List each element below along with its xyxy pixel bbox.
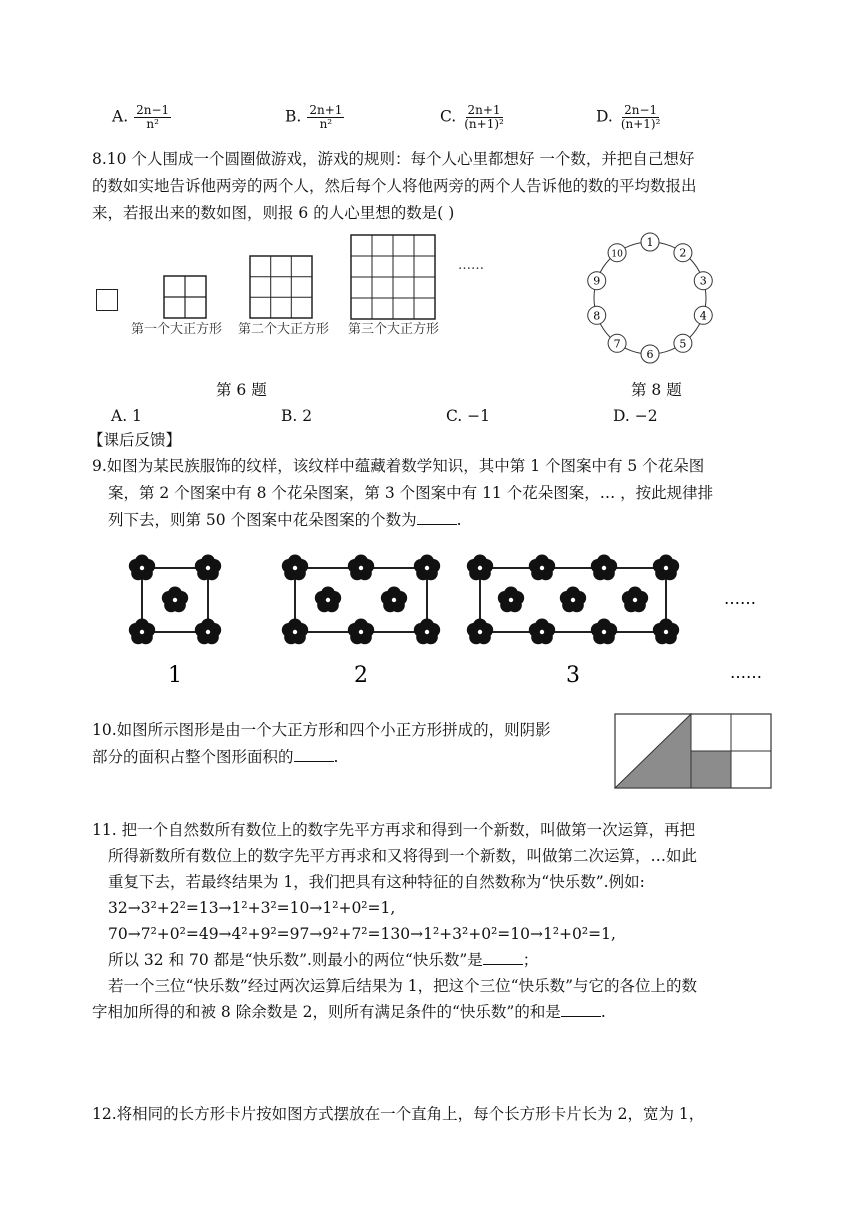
pattern-2-flower [414,555,440,581]
pattern-label-1: 1 [168,663,182,688]
square-2x2 [163,275,207,319]
q8-option-c: C. −1 [446,407,491,425]
q8-option-b: B. 2 [281,407,313,425]
square-4x4 [350,234,436,320]
pattern-ellipsis-top: …… [724,589,756,608]
circle-node-7 [608,334,626,352]
q8-line-3: 来，若报出来的数如图，则报 6 的人心里想的数是( ) [92,204,455,222]
pattern-2-flower [381,587,407,613]
svg-text:5: 5 [679,337,687,351]
svg-text:2: 2 [679,246,687,260]
circle-node-10 [608,244,626,262]
fig6-label-2: 第二个大正方形 [238,322,330,337]
pattern-1-flower [195,619,221,645]
pattern-1-flower [195,555,221,581]
q11-example-2: 70→7²+0²=49→4²+9²=97→9²+7²=130→1²+3²+0²=10→1²+0²=1, [108,925,616,943]
svg-text:9: 9 [593,274,601,288]
square-3x3 [249,255,313,319]
q10-figure [614,713,772,789]
circle-node-8 [588,306,606,324]
pattern-2-flower [414,619,440,645]
pattern-3-flower [498,587,524,613]
q9-line-1: 9.如图为某民族服饰的纹样，该纹样中蕴藏着数学知识，其中第 1 个图案中有 5 个花朵图 [92,457,705,475]
circle-node-4 [694,306,712,324]
q12-line-1: 12.将相同的长方形卡片按如图方式摆放在一个直角上，每个长方形卡片长为 2，宽为 1， [92,1105,705,1123]
q10-line-2: 部分的面积占整个图形面积的 . [92,745,338,770]
q11-line-8: 字相加所得的和被 8 除余数是 2，则所有满足条件的“快乐数”的和是 . [92,1000,606,1025]
pattern-1-flower [162,587,188,613]
svg-text:4: 4 [699,309,707,323]
svg-text:3: 3 [699,274,707,288]
q10-answer-blank [294,745,334,762]
q9-answer-blank [417,508,457,525]
pattern-3-flower [467,619,493,645]
pattern-3-flower [560,587,586,613]
q11-answer-blank-2 [561,1000,601,1017]
q9-line-2: 案，第 2 个图案中有 8 个花朵图案，第 3 个图案中有 11 个花朵图案，… ，按此规律排 [108,484,714,502]
q7-option-a: A. $\frac{2n-1}{\text{n²}}$ [112,103,170,131]
pattern-1-flower [129,555,155,581]
q9-line-3: 列下去，则第 50 个图案中花朵图案的个数为 . [108,508,462,533]
fig6-caption: 第 6 题 [216,381,267,399]
pattern-3-flower [529,619,555,645]
q11-line-1: 11. 把一个自然数所有数位上的数字先平方再求和得到一个新数，叫做第一次运算，再把 [92,821,696,839]
svg-text:6: 6 [646,348,654,361]
pattern-3-flower [653,619,679,645]
q11-line-3: 重复下去，若最终结果为 1，我们把具有这种特征的自然数称为“快乐数”.例如: [108,873,645,891]
svg-text:10: 10 [611,249,623,260]
q7-option-d: D. $\frac{2n-1}{\text{(n+1)²}}$ [596,103,661,131]
pattern-2-flower [348,619,374,645]
q10-line-1: 10.如图所示图形是由一个大正方形和四个小正方形拼成的，则阴影 [92,721,551,739]
q8-line-2: 的数如实地告诉他两旁的两个人，然后每个人将他两旁的两个人告诉他的数的平均数报出 [92,177,697,195]
svg-text:8: 8 [593,309,601,323]
pattern-1-flower [129,619,155,645]
pattern-3-flower [622,587,648,613]
q11-example-1: 32→3²+2²=13→1²+3²=10→1²+0²=1, [108,899,396,917]
pattern-3-flower [653,555,679,581]
fig8-caption: 第 8 题 [631,381,682,399]
circle-node-1 [641,233,659,251]
q8-option-a: A. 1 [111,407,142,425]
circle-node-6 [641,345,659,363]
q11-answer-blank-1 [483,948,523,965]
pattern-2-flower [282,555,308,581]
pattern-ellipsis-bottom: …… [730,663,762,682]
pattern-2-flower [282,619,308,645]
square-1 [96,289,118,311]
circle-node-3 [694,272,712,290]
q11-line-7: 若一个三位“快乐数”经过两次运算后结果为 1，把这个三位“快乐数”与它的各位上的数 [108,977,697,995]
section-title: 【课后反馈】 [88,431,182,449]
figure-8-circle [580,228,720,368]
q11-line-6: 所以 32 和 70 都是“快乐数”.则最小的两位“快乐数”是 ； [108,948,538,973]
pattern-3-flower [467,555,493,581]
pattern-label-3: 3 [566,663,580,688]
q7-option-c: C. $\frac{2n+1}{\text{(n+1)²}}$ [440,103,504,131]
q9-flower-pattern [120,548,780,693]
fig6-ellipsis: …… [458,258,484,273]
fig6-label-3: 第三个大正方形 [348,322,440,337]
pattern-label-2: 2 [354,663,368,688]
q8-option-d: D. −2 [613,407,658,425]
svg-text:7: 7 [613,337,621,351]
circle-node-9 [588,272,606,290]
circle-node-2 [674,244,692,262]
pattern-3-flower [529,555,555,581]
pattern-2-flower [315,587,341,613]
circle-node-5 [674,334,692,352]
svg-text:1: 1 [646,236,654,249]
fig6-label-1: 第一个大正方形 [131,322,223,337]
q11-line-2: 所得新数所有数位上的数字先平方再求和又将得到一个新数，叫做第二次运算，…如此 [108,847,698,865]
pattern-3-flower [591,619,617,645]
pattern-2-flower [348,555,374,581]
q8-line-1: 8.10 个人围成一个圆圈做游戏，游戏的规则：每个人心里都想好 一个数，并把自己想好 [92,150,695,168]
pattern-3-flower [591,555,617,581]
q7-option-b: B. $\frac{2n+1}{\text{n²}}$ [285,103,343,131]
